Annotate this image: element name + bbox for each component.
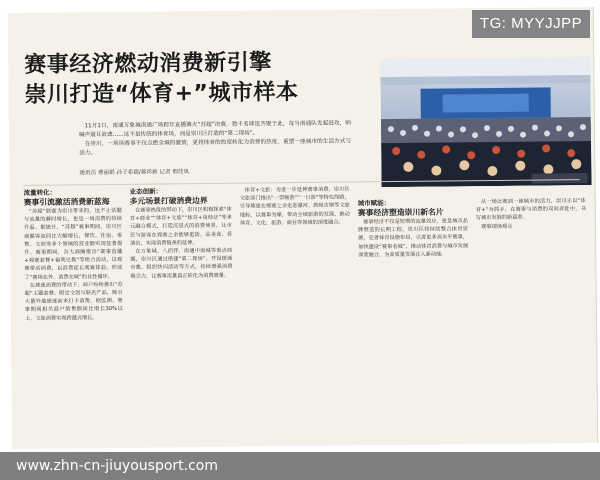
section-4-body-2: 从一场比赛到一座城市的活力，崇川正以“体育+”为抓手，在赛事与消费的双向奔赴中，书写城市发展的新篇章。 — [475, 198, 586, 222]
newspaper-page — [8, 7, 599, 449]
watermark-tag: TG: MYYJJPP — [472, 10, 590, 38]
stadium-crowd-image — [380, 57, 591, 187]
lead-text: 11月1日，南通万象城南通广场跨年直播篝火“苏超”决赛，数千名球迷齐聚于此，每当南通队发起进攻，呐喊声震耳欲聋……这不是传统的体育场，而是崇川区打造的“第二现场”。 — [78, 120, 351, 139]
column-3 — [240, 186, 350, 228]
section-1-body: “苏超”联赛为崇川带来的，远不止话题与流量的瞬时增长，更是一场消费的持续升温。据统计，“苏超”赛事期间，崇川区商圈客流同比大幅增长，餐饮、住宿、零售、文创等多个领域的营业额实现显著提升。赛事期间，各大商圈推出“赛事直播+观赛套餐+福利兑换”等组合活动，以观赛带动消费，以消费延长观赛体验，形成了“赛场在外、消费在城”的良性循环。 — [23, 207, 123, 281]
section-2-title: 多元场景打破消费边界 — [129, 195, 208, 206]
section-4-title: 赛事经济塑造崇川新名片 — [357, 207, 444, 218]
byline: 通讯员 曹丽娟 孙子希郡/蒋祥新 记者 邢佳凤 — [79, 169, 190, 177]
lead-paragraph — [79, 119, 351, 158]
column-5 — [476, 197, 586, 231]
column-2 — [130, 187, 233, 281]
section-1-heading — [24, 188, 122, 208]
section-3-body: 体育+文旅：为进一步延伸赛事消费，崇川区文旅部门推出“一票畅游”“一日游”等特色线路，引导球迷在观赛之余走进濠河、唐闸古镇等文旅地标，以赛事为媒，带动全域旅游的发展，推动体育、文化、旅游、商业等领域的深度融合。 — [239, 186, 350, 227]
section-2-body-2: 在万象城、八佰伴、南通中南城等重点商圈，崇川区通过搭建“第二现场”、开设球迷市集、组织快闪活动等方式，持续增强消费吸引力，让赛事流量真正转化为消费增量。 — [130, 247, 233, 280]
headline — [24, 49, 375, 109]
section-1-title: 赛事引流激活消费新蓝海 — [23, 197, 110, 207]
section-2-body: 在赛事热度的带动下，崇川区积极探索“体育+商业”“体育+文旅”“体育+夜经济”等多元融合模式，打造沉浸式的消费场景，让市民与游客在观赛之余能够逛街、品美食、看演出，实现消费链条的延伸。 — [129, 206, 233, 247]
column-4 — [358, 198, 469, 259]
event-photo — [380, 57, 591, 187]
photo-caption: 赛事现场观众 — [481, 223, 513, 230]
section-1-kicker: 流量转化： — [23, 188, 57, 197]
section-2-heading — [130, 187, 232, 207]
headline-line-1: 赛事经济燃动消费新引擎 — [24, 50, 272, 78]
lead-text-2: 在崇川，一场场赛事不仅点燃全城的激情，更将体育的热度转化为消费的热度，重塑一座城市的生活方式与活力。 — [79, 138, 352, 157]
section-4-kicker: 城市赋能： — [357, 199, 391, 208]
watermark-url: www.zhn-cn-jiuyousport.com — [0, 452, 600, 480]
section-1-body-2: 在球迷消费的带动下，商户纷纷推出“苏超”主题套餐、限定文创与联名产品，吸引大量外地球迷前来打卡消费。据监测，赛事期间相关商户销售额同比增长30%以上，文旅消费实现跨越式增长。 — [24, 281, 123, 322]
section-4-body: 赛事经济不仅是短期的流量效应，更是城市品牌塑造的长期工程。崇川区将持续整合体育资源，完善体育设施布局，引进更多高水平赛事，加快建设“赛事名城”，推动体育消费与城市发展深度融合，为高质量发展注入新动能。 — [357, 218, 469, 259]
section-2-kicker: 业态创新： — [129, 187, 163, 196]
headline-line-2: 崇川打造“体育+”城市样本 — [24, 80, 299, 108]
section-4-heading — [358, 198, 468, 218]
column-1 — [24, 188, 123, 323]
